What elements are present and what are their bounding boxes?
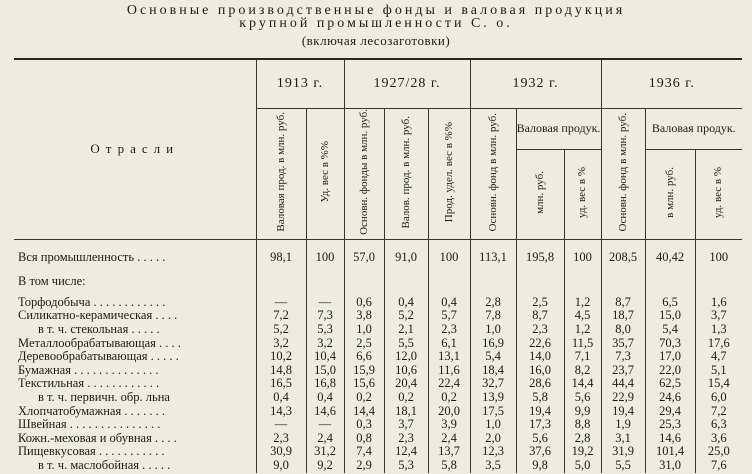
table-cell: 2,9 [344, 459, 384, 473]
table-cell: 70,3 [645, 337, 695, 351]
table-cell: 13,7 [428, 445, 470, 459]
table-cell: 6,3 [695, 418, 742, 432]
table-cell: 2,3 [384, 432, 428, 446]
table-cell: 113,1 [470, 248, 516, 268]
table-cell: 14,4 [564, 377, 601, 391]
table-cell: 6,1 [428, 337, 470, 351]
table-cell: 13,9 [470, 391, 516, 405]
table-cell: 5,5 [384, 337, 428, 351]
column-header [564, 149, 601, 239]
table-cell: 5,6 [516, 432, 564, 446]
table-cell: 100 [695, 248, 742, 268]
table-cell: 6,6 [344, 350, 384, 364]
table-cell: 16,8 [306, 377, 344, 391]
table-cell: 1,0 [470, 323, 516, 337]
table-cell: 10,6 [384, 364, 428, 378]
table-cell: 0,4 [428, 296, 470, 310]
table-row [14, 377, 742, 391]
table-note: (включая лесозаготовки) [301, 33, 451, 48]
column-header-industry: Отрасли [14, 59, 256, 239]
table-cell: 0,4 [306, 391, 344, 405]
table-cell: 100 [306, 248, 344, 268]
table-cell: 14,0 [516, 350, 564, 364]
table-cell: 3,2 [306, 337, 344, 351]
column-header-label: уд. вес в % [576, 166, 589, 218]
table-cell: 4,7 [695, 350, 742, 364]
data-table [14, 58, 742, 473]
column-group-header: Валовая продук. [516, 109, 601, 150]
table-row [14, 432, 742, 446]
table-cell: 7,3 [601, 350, 645, 364]
table-cell: 1,2 [564, 296, 601, 310]
table-cell: 32,7 [470, 377, 516, 391]
column-header-label: Валовая прод. в млн. руб. [274, 112, 287, 232]
table-cell: 98,1 [256, 248, 306, 268]
table-cell: 2,8 [470, 296, 516, 310]
table-cell: 4,5 [564, 309, 601, 323]
table-cell: 0,4 [384, 296, 428, 310]
table-cell: 15,4 [695, 377, 742, 391]
table-cell: 9,0 [256, 459, 306, 473]
table-cell: 40,42 [645, 248, 695, 268]
column-header-label: Основн. фонды в млн. руб. [357, 109, 370, 235]
table-cell: 8,2 [564, 364, 601, 378]
table-cell [516, 268, 564, 296]
table-cell: 10,4 [306, 350, 344, 364]
table-cell: 24,6 [645, 391, 695, 405]
table-cell: 10,2 [256, 350, 306, 364]
table-cell: 5,2 [256, 323, 306, 337]
column-header-label: Уд. вес в %% [318, 141, 331, 203]
table-cell: — [256, 418, 306, 432]
column-header [256, 109, 306, 240]
row-label: Металлообрабатывающая . . . . [18, 336, 181, 350]
table-row [14, 364, 742, 378]
table-cell: 25,3 [645, 418, 695, 432]
table-cell: 2,4 [306, 432, 344, 446]
table-cell [256, 268, 306, 296]
table-cell: 5,6 [564, 391, 601, 405]
row-label: Бумажная . . . . . . . . . . . . . . [18, 363, 159, 377]
table-cell: 5,2 [384, 309, 428, 323]
table-cell: 17,6 [695, 337, 742, 351]
table-cell: 2,8 [564, 432, 601, 446]
table-cell: 11,5 [564, 337, 601, 351]
column-header [601, 109, 645, 240]
table-cell: 9,2 [306, 459, 344, 473]
year-header-1936: 1936 г. [601, 59, 742, 109]
column-header [306, 109, 344, 240]
column-header [384, 109, 428, 240]
row-label: Вся промышленность . . . . . [18, 250, 166, 265]
table-cell: 7,3 [306, 309, 344, 323]
table-cell: 0,2 [384, 391, 428, 405]
table-row [14, 391, 742, 405]
table-cell [695, 268, 742, 296]
table-cell: 37,6 [516, 445, 564, 459]
table-cell: — [256, 296, 306, 310]
table-cell: 3,7 [384, 418, 428, 432]
table-cell: 17,5 [470, 405, 516, 419]
row-label: Пищевкусовая . . . . . . . . . . . [18, 445, 165, 459]
table-cell: 23,7 [601, 364, 645, 378]
table-cell: 2,5 [516, 296, 564, 310]
table-cell: 15,0 [306, 364, 344, 378]
table-cell: 22,6 [516, 337, 564, 351]
table-cell: 31,9 [601, 445, 645, 459]
table-cell: 0,6 [344, 296, 384, 310]
table-cell: 1,9 [601, 418, 645, 432]
row-label: Хлопчатобумажная . . . . . . . [18, 404, 165, 418]
table-cell: 15,0 [645, 309, 695, 323]
table-cell: 14,6 [645, 432, 695, 446]
table-cell: 29,4 [645, 405, 695, 419]
row-label: Деревообрабатывающая . . . . . [18, 350, 179, 364]
table-cell: 17,0 [645, 350, 695, 364]
table-cell: 0,2 [428, 391, 470, 405]
table-cell: 5,1 [695, 364, 742, 378]
table-cell: 2,4 [428, 432, 470, 446]
table-cell: 6,0 [695, 391, 742, 405]
table-cell: — [306, 418, 344, 432]
table-cell: — [306, 296, 344, 310]
table-cell: 7,2 [695, 405, 742, 419]
table-cell: 16,0 [516, 364, 564, 378]
table-cell: 16,5 [256, 377, 306, 391]
table-cell: 2,3 [256, 432, 306, 446]
table-cell: 7,6 [695, 459, 742, 473]
table-cell: 1,0 [344, 323, 384, 337]
table-cell: 3,7 [695, 309, 742, 323]
table-cell [645, 268, 695, 296]
table-cell: 8,7 [601, 296, 645, 310]
table-cell: 15,6 [344, 377, 384, 391]
table-cell: 2,3 [428, 323, 470, 337]
table-cell: 5,4 [645, 323, 695, 337]
table-cell [344, 268, 384, 296]
table-cell: 14,8 [256, 364, 306, 378]
table-cell: 0,4 [256, 391, 306, 405]
column-header [695, 149, 742, 239]
table-cell: 14,4 [344, 405, 384, 419]
table-row [14, 309, 742, 323]
table-cell: 5,0 [564, 459, 601, 473]
table-cell: 22,9 [601, 391, 645, 405]
row-label: Кожн.-меховая и обувная . . . . [18, 431, 177, 445]
table-cell: 2,0 [470, 432, 516, 446]
year-header-1927: 1927/28 г. [344, 59, 470, 109]
table-body [14, 239, 742, 472]
table-cell [601, 268, 645, 296]
row-label: В том числе: [18, 274, 86, 289]
table-cell: 14,3 [256, 405, 306, 419]
table-cell: 19,4 [601, 405, 645, 419]
column-group-header: Валовая продук. [645, 109, 742, 150]
table-cell: 12,4 [384, 445, 428, 459]
table-cell: 18,4 [470, 364, 516, 378]
table-cell: 57,0 [344, 248, 384, 268]
column-header-label: в млн. руб. [663, 166, 676, 218]
year-header-1932: 1932 г. [470, 59, 601, 109]
table-subtitle: крупной промышленности С. о. [239, 16, 513, 31]
table-row [14, 337, 742, 351]
table-cell: 8,8 [564, 418, 601, 432]
column-header [428, 109, 470, 240]
table-cell: 18,1 [384, 405, 428, 419]
table-cell: 5,8 [516, 391, 564, 405]
table-cell: 9,8 [516, 459, 564, 473]
table-cell: 31,2 [306, 445, 344, 459]
table-cell: 17,3 [516, 418, 564, 432]
table-cell: 1,2 [564, 323, 601, 337]
table-cell: 1,6 [695, 296, 742, 310]
table-cell: 44,4 [601, 377, 645, 391]
table-cell: 7,4 [344, 445, 384, 459]
table-cell: 16,9 [470, 337, 516, 351]
table-cell: 3,6 [695, 432, 742, 446]
table-row [14, 323, 742, 337]
table-cell: 3,2 [256, 337, 306, 351]
table-cell: 62,5 [645, 377, 695, 391]
table-row [14, 405, 742, 419]
table-row [14, 445, 742, 459]
table-row [14, 350, 742, 364]
table-cell: 2,3 [516, 323, 564, 337]
table-cell: 5,3 [306, 323, 344, 337]
table-cell: 22,0 [645, 364, 695, 378]
table-cell [306, 268, 344, 296]
table-cell: 0,8 [344, 432, 384, 446]
column-header [645, 149, 695, 239]
table-cell [384, 268, 428, 296]
table-cell: 195,8 [516, 248, 564, 268]
column-header-label: Валов. прод. в млн. руб. [399, 115, 412, 229]
table-cell: 101,4 [645, 445, 695, 459]
table-cell: 15,9 [344, 364, 384, 378]
table-cell: 208,5 [601, 248, 645, 268]
table-cell: 6,5 [645, 296, 695, 310]
table-cell: 0,2 [344, 391, 384, 405]
table-cell: 20,0 [428, 405, 470, 419]
table-cell: 91,0 [384, 248, 428, 268]
table-title: Основные производственные фонды и валовая продукция [126, 3, 626, 18]
table-cell: 8,7 [516, 309, 564, 323]
row-label: Текстильная . . . . . . . . . . . . [18, 377, 160, 391]
table-cell: 5,5 [601, 459, 645, 473]
row-label: в т. ч. маслобойная . . . . . [38, 459, 171, 473]
table-cell [470, 268, 516, 296]
table-row [14, 296, 742, 310]
row-label: Торфодобыча . . . . . . . . . . . . [18, 295, 166, 309]
table-cell: 12,3 [470, 445, 516, 459]
table-cell: 20,4 [384, 377, 428, 391]
column-header-label: млн. руб. [533, 170, 546, 214]
column-header-label: Прод. удел. вес в %% [442, 121, 455, 223]
table-cell: 14,6 [306, 405, 344, 419]
table-cell: 7,1 [564, 350, 601, 364]
column-header-label: Основн. фонд в млн. руб. [486, 112, 499, 232]
table-cell: 30,9 [256, 445, 306, 459]
table-cell: 3,9 [428, 418, 470, 432]
row-label: в т. ч. первичн. обр. льна [38, 391, 170, 405]
table-cell: 7,8 [470, 309, 516, 323]
column-header [516, 149, 564, 239]
row-label: Швейная . . . . . . . . . . . . . . . [18, 418, 161, 432]
row-label: Силикатно-керамическая . . . . [18, 309, 178, 323]
table-cell: 2,5 [344, 337, 384, 351]
table-cell: 100 [428, 248, 470, 268]
table-cell: 2,1 [384, 323, 428, 337]
table-cell: 19,2 [564, 445, 601, 459]
table-cell: 100 [564, 248, 601, 268]
table-row [14, 248, 742, 268]
table-cell: 1,3 [695, 323, 742, 337]
table-cell: 25,0 [695, 445, 742, 459]
column-header [344, 109, 384, 240]
table-cell: 19,4 [516, 405, 564, 419]
table-cell: 3,8 [344, 309, 384, 323]
table-row [14, 268, 742, 296]
column-header [470, 109, 516, 240]
table-cell: 28,6 [516, 377, 564, 391]
table-cell: 8,0 [601, 323, 645, 337]
table-cell: 35,7 [601, 337, 645, 351]
table-cell: 11,6 [428, 364, 470, 378]
table-cell: 22,4 [428, 377, 470, 391]
table-cell: 13,1 [428, 350, 470, 364]
table-cell: 3,5 [470, 459, 516, 473]
table-row [14, 418, 742, 432]
table-cell: 31,0 [645, 459, 695, 473]
column-header-label: уд. вес в % [712, 166, 725, 218]
row-label: в т. ч. стекольная . . . . . [38, 323, 160, 337]
table-cell: 5,4 [470, 350, 516, 364]
table-cell: 0,3 [344, 418, 384, 432]
table-cell: 5,8 [428, 459, 470, 473]
column-header-label: Основн. фонд в млн. руб. [616, 112, 629, 232]
table-cell: 5,7 [428, 309, 470, 323]
table-cell: 12,0 [384, 350, 428, 364]
table-cell: 3,1 [601, 432, 645, 446]
table-cell: 9,9 [564, 405, 601, 419]
table-cell: 7,2 [256, 309, 306, 323]
table-cell: 18,7 [601, 309, 645, 323]
year-header-1913: 1913 г. [256, 59, 344, 109]
table-cell: 1,0 [470, 418, 516, 432]
table-cell: 5,3 [384, 459, 428, 473]
table-cell [564, 268, 601, 296]
table-row [14, 459, 742, 473]
table-cell [428, 268, 470, 296]
